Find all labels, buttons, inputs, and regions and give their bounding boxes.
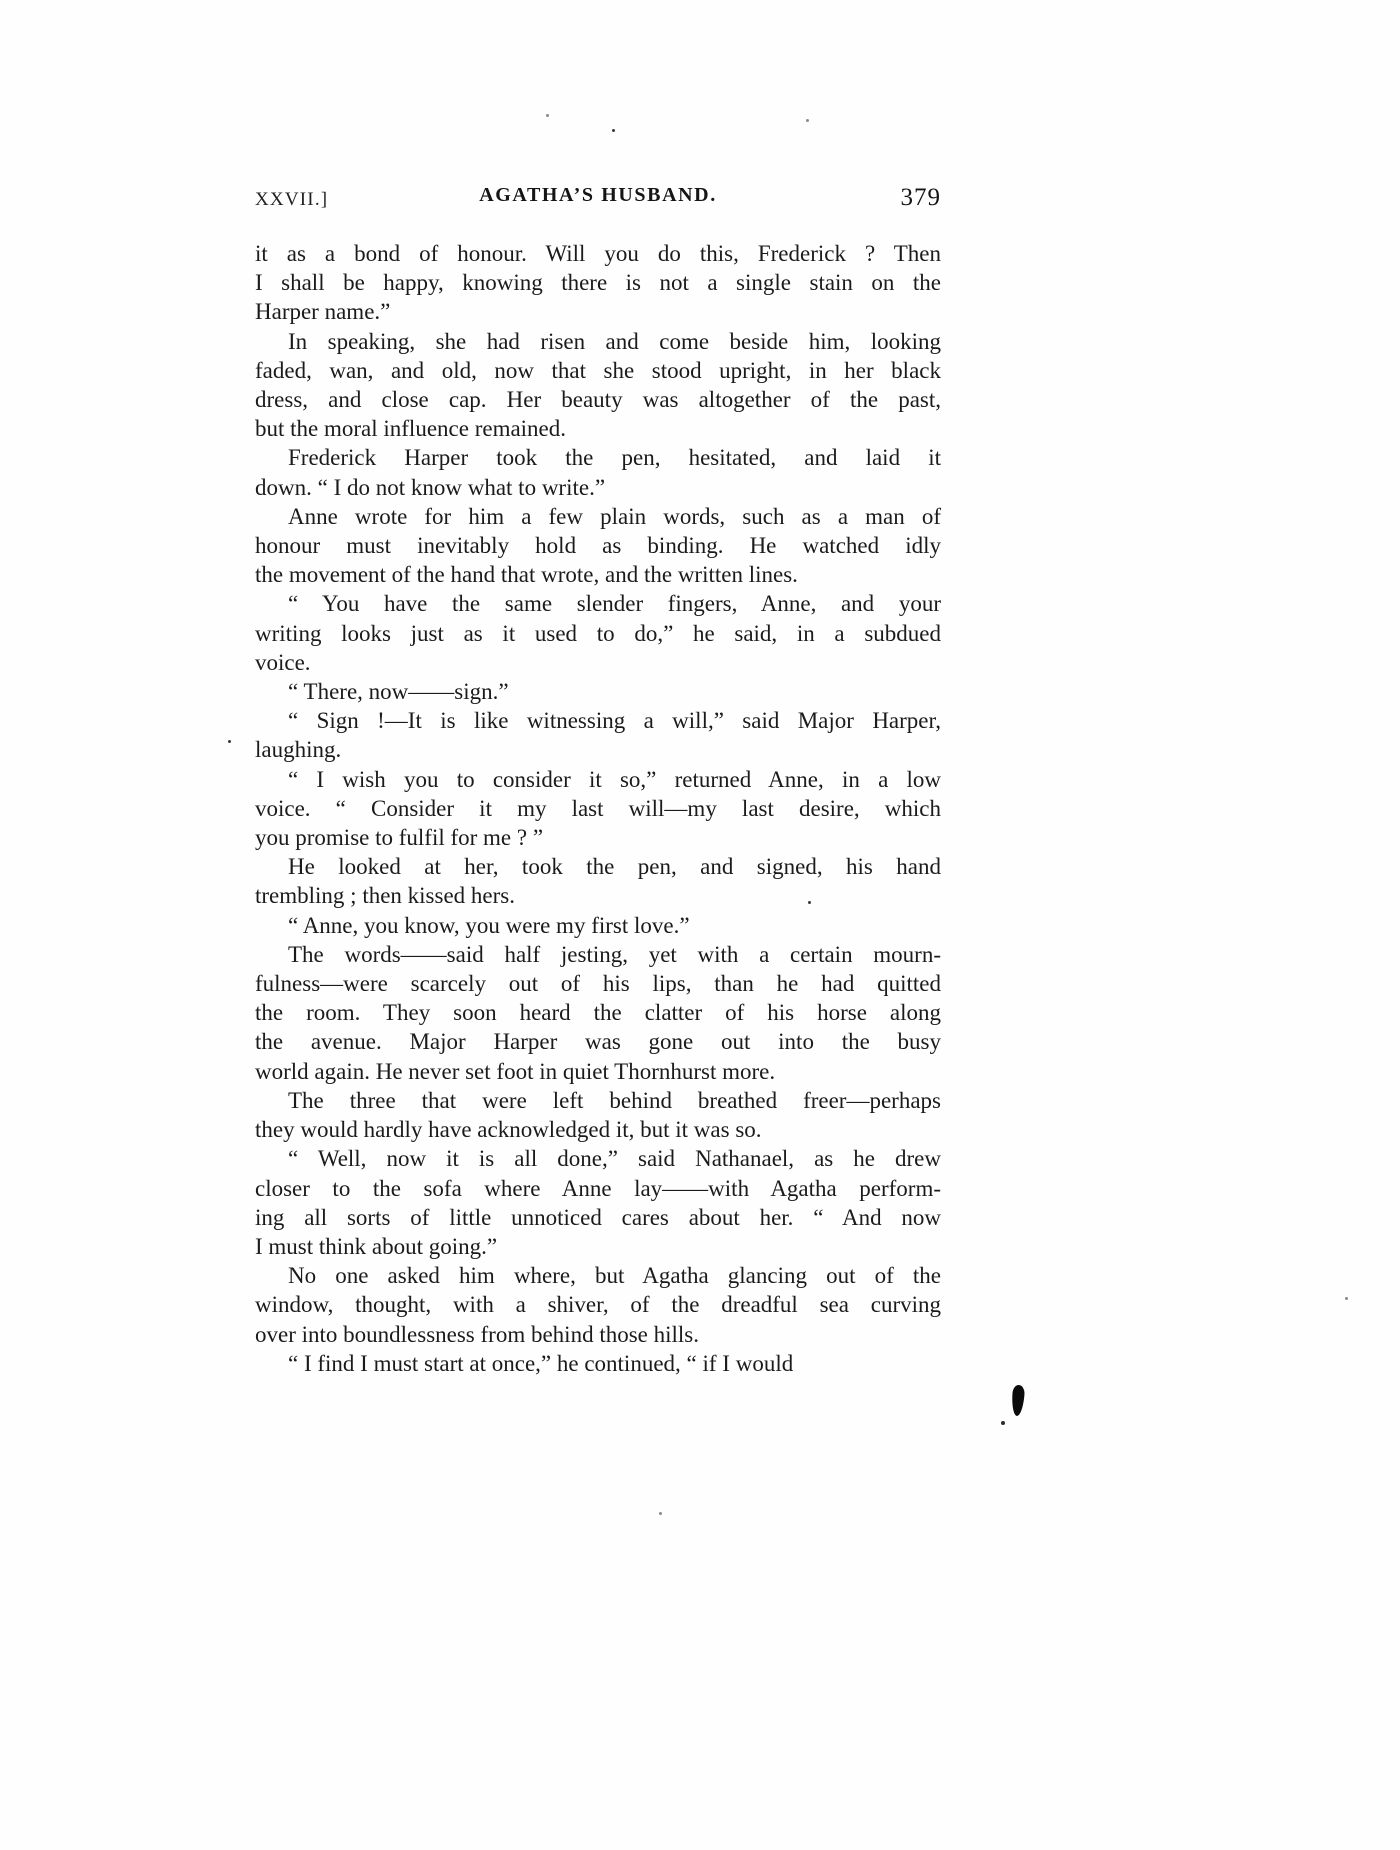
text-line: the movement of the hand that wrote, and the written lines. [255,562,798,588]
text-line: Anne wrote for him a few plain words, such as a man of [288,503,941,529]
paragraph [255,589,941,677]
text-line: dress, and close cap. Her beauty was altogether of the past, [255,387,941,413]
page-number: 379 [900,184,941,211]
ink-speck [1345,1297,1348,1300]
text-line: The words——said half jesting, yet with a certain mourn- [288,941,941,967]
paragraph [255,852,941,910]
paragraph [255,239,941,327]
text-line: honour must inevitably hold as binding. He watched idly [255,533,941,559]
ink-blot [1011,1385,1025,1417]
paragraph [255,940,941,1086]
text-line: they would hardly have acknowledged it, but it was so. [255,1117,762,1143]
paragraph [255,502,941,590]
text-line: writing looks just as it used to do,” he said, in a subdued [255,620,941,646]
text-line: faded, wan, and old, now that she stood upright, in her black [255,357,941,383]
ink-speck [228,740,231,743]
text-line: voice. [255,649,311,675]
paragraph [255,1144,941,1261]
text-line: I shall be happy, knowing there is not a single stain on the [255,270,941,296]
text-line: “ There, now——sign.” [288,679,509,705]
paragraph [255,443,941,501]
text-line: Harper name.” [255,299,391,325]
paragraph [255,765,941,853]
chapter-number: XXVII.] [255,189,329,210]
text-line: “ Well, now it is all done,” said Nathanael, as he drew [288,1146,941,1172]
text-line: “ Anne, you know, you were my first love.” [288,912,690,938]
paragraph [255,1261,941,1349]
paragraph [255,677,941,706]
text-line: the avenue. Major Harper was gone out into the busy [255,1029,941,1055]
text-line: No one asked him where, but Agatha glancing out of the [288,1263,941,1289]
text-line: “ I wish you to consider it so,” returned Anne, in a low [288,766,941,792]
text-line: The three that were left behind breathed freer—perhaps [288,1087,941,1113]
paragraph [255,327,941,444]
ink-dot [1001,1421,1005,1425]
text-line: “ Sign !—It is like witnessing a will,” said Major Harper, [288,708,941,734]
ink-speck [659,1512,662,1515]
text-line: I must think about going.” [255,1233,498,1259]
paragraph [255,706,941,764]
ink-speck [808,901,811,904]
text-line: Frederick Harper took the pen, hesitated, and laid it [288,445,941,471]
text-line: trembling ; then kissed hers. [255,883,515,909]
paragraph [255,911,941,940]
text-line: world again. He never set foot in quiet Thornhurst more. [255,1058,776,1084]
paragraph [255,1349,941,1378]
text-line: He looked at her, took the pen, and signed, his hand [288,854,941,880]
text-line: In speaking, she had risen and come beside him, looking [288,328,941,354]
text-line: “ I find I must start at once,” he continued, “ if I would [288,1350,794,1376]
text-line: but the moral influence remained. [255,416,567,442]
text-line: “ You have the same slender fingers, Anne, and your [288,591,941,617]
text-line: window, thought, with a shiver, of the dreadful sea curving [255,1292,941,1318]
text-line: over into boundlessness from behind those hills. [255,1321,699,1347]
ink-speck [806,119,809,122]
ink-speck [612,129,615,132]
ink-speck [546,114,549,117]
text-line: you promise to fulfil for me ? ” [255,825,544,851]
page-header [255,184,941,212]
page-text [255,239,941,1378]
running-title: AGATHA’S HUSBAND. [479,184,717,206]
text-line: fulness—were scarcely out of his lips, than he had quitted [255,971,941,997]
paragraph [255,1086,941,1144]
text-line: closer to the sofa where Anne lay——with Agatha perform- [255,1175,941,1201]
text-line: the room. They soon heard the clatter of his horse along [255,1000,941,1026]
text-line: ing all sorts of little unnoticed cares about her. “ And now [255,1204,941,1230]
text-line: it as a bond of honour. Will you do this, Frederick ? Then [255,241,941,266]
text-line: laughing. [255,737,342,763]
text-line: voice. “ Consider it my last will—my last desire, which [255,795,941,821]
text-line: down. “ I do not know what to write.” [255,474,606,500]
